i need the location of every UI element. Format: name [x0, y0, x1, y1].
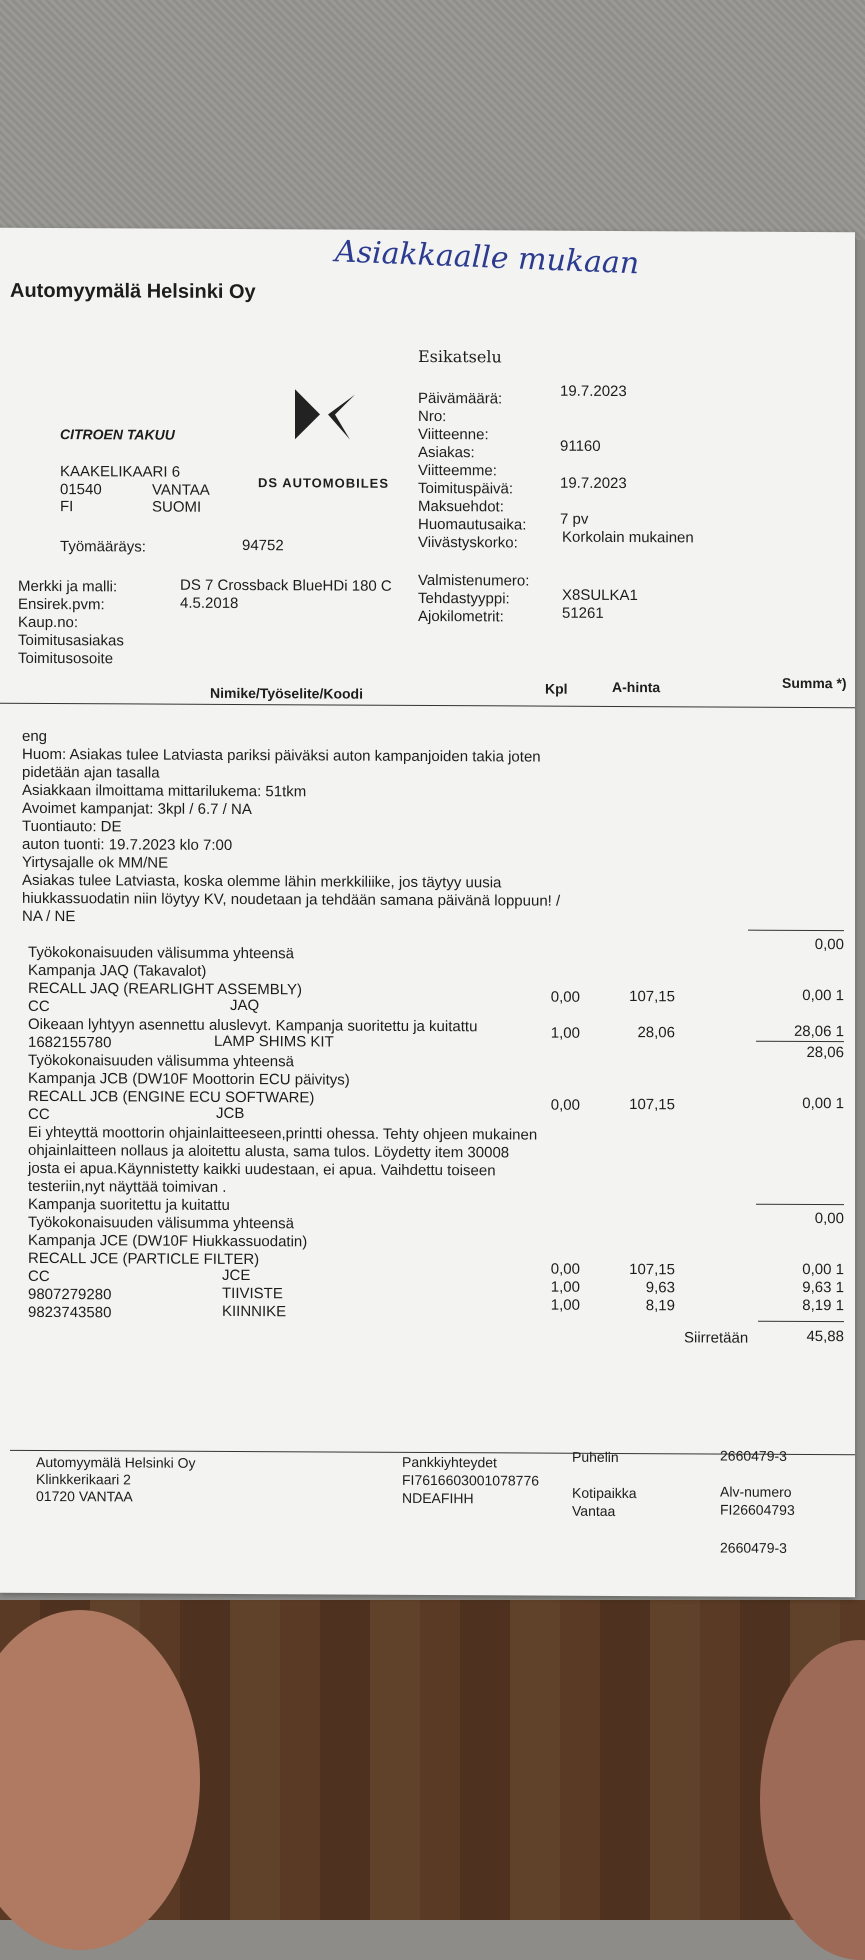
- row-code: CC: [28, 1267, 50, 1286]
- row-sum: 0,00 1: [802, 1094, 844, 1113]
- note-line: Huom: Asiakas tulee Latviasta pariksi päiväksi auton kampanjoiden takia joten: [22, 745, 541, 766]
- meta-value: 19.7.2023: [560, 474, 627, 493]
- footer-phone-label: Puhelin: [572, 1448, 619, 1466]
- customer-street: KAAKELIKAARI 6: [60, 463, 181, 481]
- campaign-note: Oikeaan lyhtyyn asennettu aluslevyt. Kampanja suoritettu ja kuitattu: [28, 1015, 478, 1036]
- meta-value: 19.7.2023: [560, 382, 627, 401]
- customer-city: VANTAA: [152, 481, 210, 499]
- subtotal-value: 0,00: [814, 1210, 844, 1228]
- footer-phone: 2660479-3: [720, 1447, 787, 1464]
- row-price: 107,15: [629, 988, 675, 1006]
- customer-country-code: FI: [60, 498, 74, 516]
- row-sum: 9,63 1: [802, 1278, 844, 1297]
- note-line: Tuontiauto: DE: [22, 817, 122, 836]
- column-header-price: A-hinta: [612, 678, 661, 696]
- doc-type: Esikatselu: [418, 346, 502, 367]
- footer-city: 01720 VANTAA: [36, 1487, 133, 1505]
- subtotal-value: 0,00: [814, 936, 844, 954]
- handwritten-note: Asiakkaalle mukaan: [334, 234, 640, 282]
- sum-rule: [748, 930, 844, 932]
- header-divider: [0, 703, 855, 708]
- note-line: Yirtysajalle ok MM/NE: [22, 853, 169, 872]
- row-qty: 0,00: [550, 1096, 580, 1114]
- vehicle-value: X8SULKA1: [562, 586, 638, 605]
- note-line: eng: [22, 727, 48, 746]
- part-number: 1682155780: [28, 1033, 112, 1052]
- meta-label: Nro:: [418, 407, 447, 426]
- footer-extra: 2660479-3: [720, 1539, 787, 1556]
- vehicle-label: Merkki ja malli:: [18, 577, 118, 596]
- vehicle-label: Valmistenumero:: [418, 571, 530, 590]
- campaign-recall: RECALL JCE (PARTICLE FILTER): [28, 1249, 260, 1269]
- note-line: Avoimet kampanjat: 3kpl / 6.7 / NA: [22, 799, 252, 819]
- row-price: 9,63: [645, 1279, 675, 1297]
- row-price: 107,15: [629, 1261, 675, 1279]
- part-name: LAMP SHIMS KIT: [214, 1032, 334, 1051]
- meta-label: Viivästyskorko:: [418, 533, 518, 552]
- column-header-qty: Kpl: [545, 680, 568, 697]
- part-qty: 1,00: [550, 1024, 580, 1042]
- row-price: 8,19: [645, 1297, 675, 1315]
- campaign-recall: RECALL JAQ (REARLIGHT ASSEMBLY): [28, 979, 302, 999]
- campaign-note: testeriin,nyt näyttää toimivan .: [28, 1177, 227, 1196]
- ds-logo-icon: [290, 384, 360, 444]
- footer-vat: FI26604793: [720, 1501, 795, 1518]
- row-price: 107,15: [629, 1096, 675, 1114]
- logo-text: DS AUTOMOBILES: [258, 475, 390, 491]
- invoice-paper: [0, 228, 855, 1597]
- campaign-title: Kampanja JCB (DW10F Moottorin ECU päivitys): [28, 1069, 350, 1089]
- row-qty: 1,00: [550, 1296, 580, 1314]
- column-header-sum: Summa *): [782, 674, 847, 692]
- note-line: auton tuonti: 19.7.2023 klo 7:00: [22, 835, 233, 854]
- footer-street: Klinkkerikaari 2: [36, 1470, 131, 1488]
- vehicle-label: Ensirek.pvm:: [18, 595, 105, 614]
- row-qty: 0,00: [550, 988, 580, 1006]
- sum-rule: [756, 1041, 844, 1042]
- row-name: JAQ: [230, 996, 260, 1015]
- row-name: TIIVISTE: [222, 1284, 283, 1303]
- campaign-note: Kampanja suoritettu ja kuitattu: [28, 1195, 230, 1214]
- row-sum: 8,19 1: [802, 1296, 844, 1315]
- campaign-note: ohjainlaitteen nollaus ja aloitettu alusta, sama tulos. Löydetty item 30008: [28, 1141, 510, 1162]
- vehicle-value: 4.5.2018: [180, 594, 239, 613]
- meta-label: Viitteemme:: [418, 461, 497, 480]
- campaign-note: josta ei apua.Käynnistetty kaikki uudestaan, ei apua. Vaihdettu toiseen: [28, 1159, 496, 1180]
- row-name: JCE: [222, 1266, 251, 1285]
- note-line: Asiakkaan ilmoittama mittarilukema: 51tkm: [22, 781, 307, 801]
- vehicle-label: Tehdastyyppi:: [418, 589, 510, 608]
- meta-label: Toimituspäivä:: [418, 479, 514, 498]
- order-value: 94752: [242, 537, 284, 555]
- footer-iban: FI7616603001078776: [402, 1471, 540, 1489]
- carry-label: Siirretään: [684, 1329, 749, 1347]
- order-label: Työmääräys:: [60, 538, 146, 556]
- subtotal-label: Työkokonaisuuden välisumma yhteensä: [28, 1213, 294, 1233]
- row-qty: 1,00: [550, 1278, 580, 1296]
- meta-label: Huomautusaika:: [418, 515, 527, 534]
- note-line: NA / NE: [22, 907, 76, 926]
- customer-name: CITROEN TAKUU: [60, 426, 175, 443]
- customer-country: SUOMI: [152, 498, 202, 516]
- vehicle-label: Toimitusosoite: [18, 649, 114, 668]
- vehicle-value: DS 7 Crossback BlueHDi 180 C: [180, 576, 392, 595]
- meta-value: Korkolain mukainen: [562, 528, 694, 547]
- vehicle-value: 51261: [562, 604, 604, 622]
- row-name: KIINNIKE: [222, 1302, 287, 1321]
- note-line: pidetään ajan tasalla: [22, 763, 160, 782]
- customer-postal: 01540: [60, 481, 102, 499]
- row-code: CC: [28, 997, 50, 1016]
- meta-label: Maksuehdot:: [418, 497, 504, 516]
- row-code: CC: [28, 1105, 50, 1124]
- meta-label: Asiakas:: [418, 443, 475, 462]
- subtotal-label: Työkokonaisuuden välisumma yhteensä: [28, 943, 294, 963]
- column-header-item: Nimike/Työselite/Koodi: [210, 684, 363, 702]
- footer-bic: NDEAFIHH: [402, 1489, 474, 1507]
- row-sum: 0,00 1: [802, 986, 844, 1005]
- row-code: 9807279280: [28, 1285, 112, 1304]
- campaign-title: Kampanja JAQ (Takavalot): [28, 961, 207, 980]
- vehicle-label: Toimitusasiakas: [18, 631, 124, 650]
- subtotal-value: 28,06: [806, 1043, 844, 1062]
- footer-vat-label: Alv-numero: [720, 1483, 792, 1500]
- row-qty: 0,00: [550, 1260, 580, 1278]
- campaign-recall: RECALL JCB (ENGINE ECU SOFTWARE): [28, 1087, 315, 1107]
- company-name: Automyymälä Helsinki Oy: [10, 279, 256, 304]
- row-sum: 0,00 1: [802, 1260, 844, 1279]
- footer-bank-label: Pankkiyhteydet: [402, 1453, 497, 1471]
- subtotal-label: Työkokonaisuuden välisumma yhteensä: [28, 1051, 294, 1071]
- meta-value: 7 pv: [560, 510, 589, 528]
- sum-rule: [758, 1321, 844, 1322]
- note-line: Asiakas tulee Latviasta, koska olemme lähin merkkiliike, jos täytyy uusia: [22, 871, 502, 892]
- campaign-note: Ei yhteyttä moottorin ohjainlaitteeseen,printti ohessa. Tehty ohjeen mukainen: [28, 1123, 538, 1144]
- carry-value: 45,88: [806, 1327, 844, 1346]
- part-price: 28,06: [637, 1024, 675, 1042]
- footer-home: Vantaa: [572, 1502, 616, 1519]
- meta-value: 91160: [560, 437, 601, 455]
- footer-home-label: Kotipaikka: [572, 1484, 637, 1502]
- vehicle-label: Ajokilometrit:: [418, 607, 504, 626]
- fabric-background: [0, 0, 865, 240]
- meta-label: Päivämäärä:: [418, 389, 503, 408]
- note-line: hiukkassuodatin niin löytyy KV, noudetaan ja tehdään samana päivänä loppuun! /: [22, 889, 561, 910]
- sum-rule: [756, 1204, 844, 1205]
- row-name: JCB: [216, 1104, 245, 1123]
- part-sum: 28,06 1: [793, 1022, 844, 1041]
- vehicle-label: Kaup.no:: [18, 613, 79, 632]
- meta-label: Viitteenne:: [418, 425, 489, 444]
- footer-company: Automyymälä Helsinki Oy: [36, 1453, 196, 1471]
- row-code: 9823743580: [28, 1303, 112, 1322]
- campaign-title: Kampanja JCE (DW10F Hiukkassuodatin): [28, 1231, 308, 1251]
